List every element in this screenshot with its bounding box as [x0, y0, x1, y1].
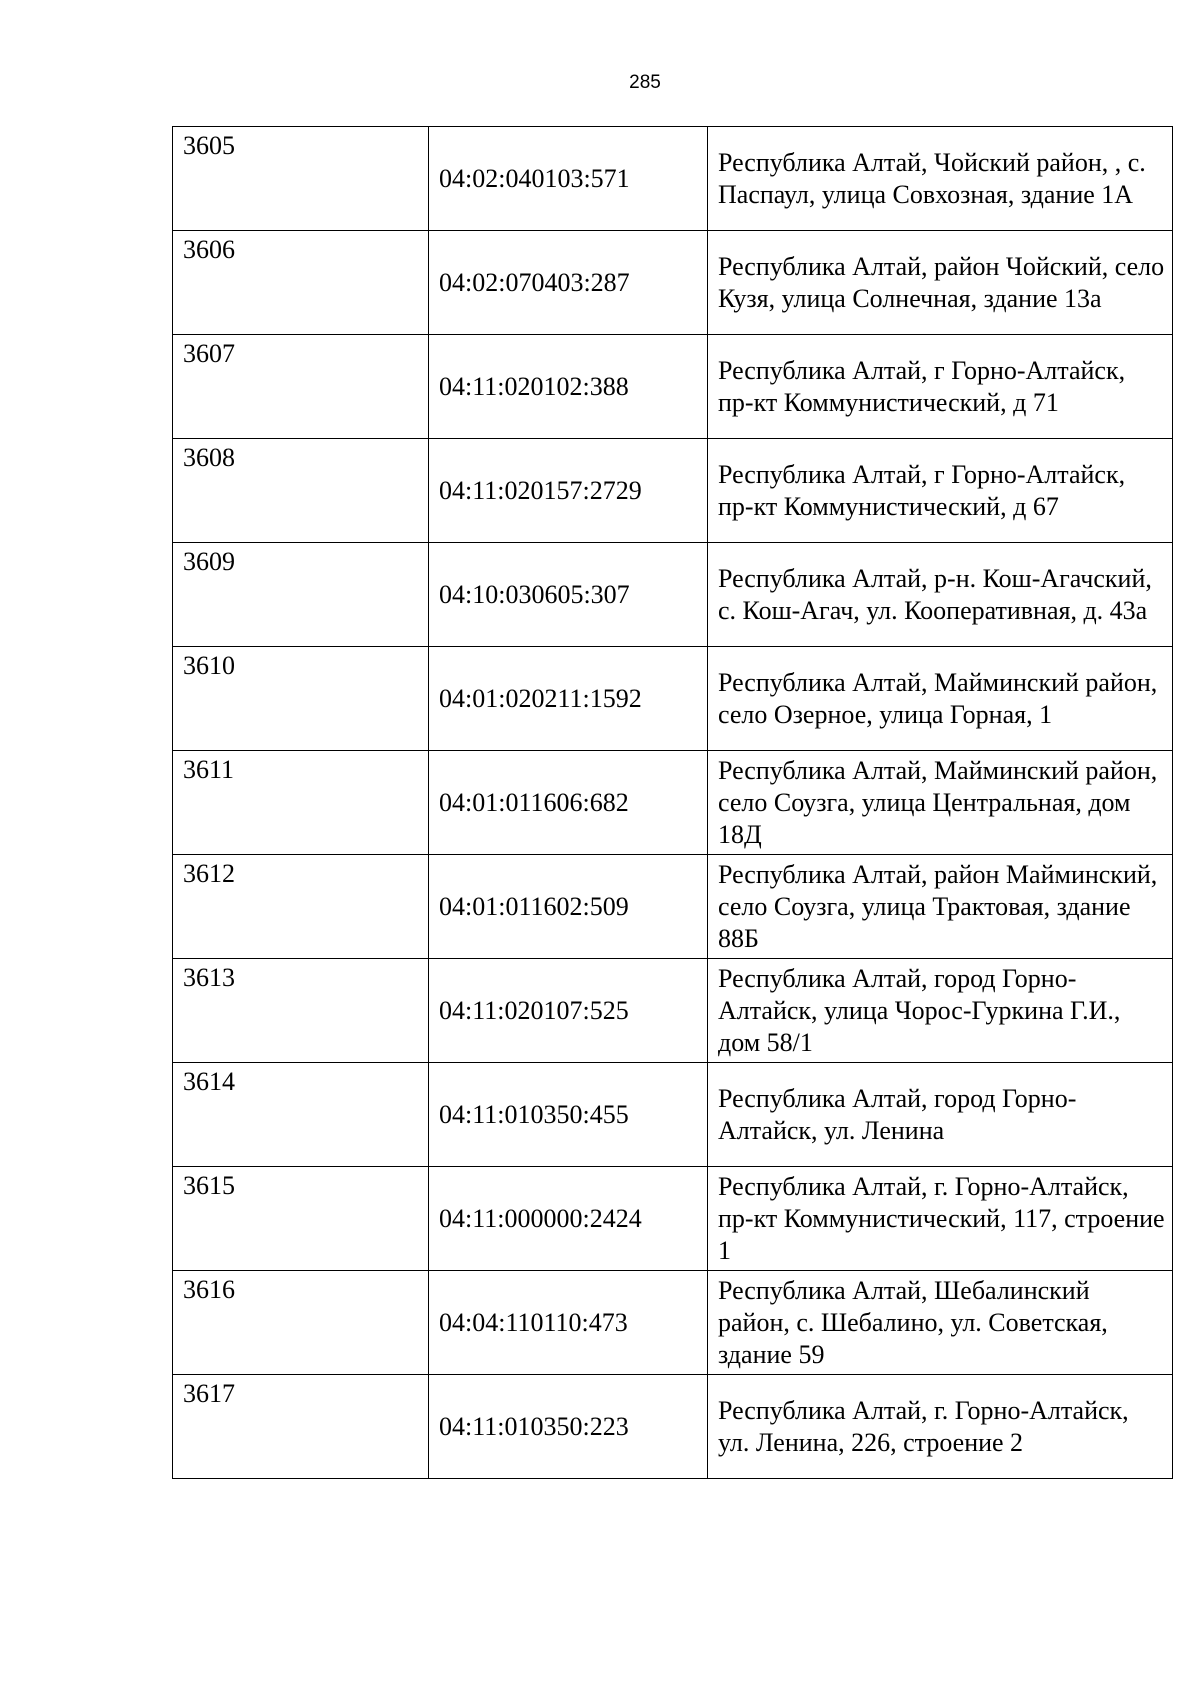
row-number-cell: 3616: [173, 1271, 429, 1375]
row-number-cell: 3615: [173, 1167, 429, 1271]
address-cell: Республика Алтай, Майминский район, село Озерное, улица Горная, 1: [708, 647, 1173, 751]
address-cell: Республика Алтай, город Горно-Алтайск, ул. Ленина: [708, 1063, 1173, 1167]
cadastral-number-cell: 04:11:000000:2424: [429, 1167, 708, 1271]
table-row: [173, 1063, 1173, 1167]
cadastral-number-cell: 04:11:020157:2729: [429, 439, 708, 543]
table-row: [173, 855, 1173, 959]
table-row: [173, 1375, 1173, 1479]
cadastral-number-cell: 04:01:020211:1592: [429, 647, 708, 751]
row-number-cell: 3605: [173, 127, 429, 231]
cadastral-number-cell: 04:11:010350:223: [429, 1375, 708, 1479]
registry-table-body: [173, 127, 1173, 1479]
address-cell: Республика Алтай, г. Горно-Алтайск, пр-кт Коммунистический, 117, строение 1: [708, 1167, 1173, 1271]
cadastral-number-cell: 04:11:010350:455: [429, 1063, 708, 1167]
row-number-cell: 3611: [173, 751, 429, 855]
row-number-cell: 3610: [173, 647, 429, 751]
table-row: [173, 335, 1173, 439]
cadastral-number-cell: 04:10:030605:307: [429, 543, 708, 647]
address-cell: Республика Алтай, Чойский район, , с. Паспаул, улица Совхозная, здание 1А: [708, 127, 1173, 231]
cadastral-number-cell: 04:11:020107:525: [429, 959, 708, 1063]
row-number-cell: 3617: [173, 1375, 429, 1479]
row-number-cell: 3606: [173, 231, 429, 335]
cadastral-number-cell: 04:04:110110:473: [429, 1271, 708, 1375]
address-cell: Республика Алтай, Майминский район, село Соузга, улица Центральная, дом 18Д: [708, 751, 1173, 855]
table-row: [173, 959, 1173, 1063]
row-number-cell: 3607: [173, 335, 429, 439]
property-registry-table: [172, 126, 1173, 1479]
cadastral-number-cell: 04:01:011602:509: [429, 855, 708, 959]
address-cell: Республика Алтай, район Майминский, село Соузга, улица Трактовая, здание 88Б: [708, 855, 1173, 959]
cadastral-number-cell: 04:02:070403:287: [429, 231, 708, 335]
table-row: [173, 1271, 1173, 1375]
table-row: [173, 543, 1173, 647]
cadastral-number-cell: 04:02:040103:571: [429, 127, 708, 231]
address-cell: Республика Алтай, г Горно-Алтайск, пр-кт Коммунистический, д 67: [708, 439, 1173, 543]
row-number-cell: 3613: [173, 959, 429, 1063]
table-row: [173, 127, 1173, 231]
cadastral-number-cell: 04:11:020102:388: [429, 335, 708, 439]
row-number-cell: 3614: [173, 1063, 429, 1167]
page-number: 285: [629, 72, 661, 93]
table-row: [173, 1167, 1173, 1271]
address-cell: Республика Алтай, г Горно-Алтайск, пр-кт Коммунистический, д 71: [708, 335, 1173, 439]
row-number-cell: 3612: [173, 855, 429, 959]
table-row: [173, 647, 1173, 751]
address-cell: Республика Алтай, город Горно-Алтайск, улица Чорос-Гуркина Г.И., дом 58/1: [708, 959, 1173, 1063]
table-row: [173, 751, 1173, 855]
address-cell: Республика Алтай, Шебалинский район, с. Шебалино, ул. Советская, здание 59: [708, 1271, 1173, 1375]
table-row: [173, 439, 1173, 543]
address-cell: Республика Алтай, г. Горно-Алтайск, ул. Ленина, 226, строение 2: [708, 1375, 1173, 1479]
address-cell: Республика Алтай, р-н. Кош-Агачский, с. Кош-Агач, ул. Кооперативная, д. 43а: [708, 543, 1173, 647]
address-cell: Республика Алтай, район Чойский, село Кузя, улица Солнечная, здание 13а: [708, 231, 1173, 335]
row-number-cell: 3608: [173, 439, 429, 543]
cadastral-number-cell: 04:01:011606:682: [429, 751, 708, 855]
table-row: [173, 231, 1173, 335]
row-number-cell: 3609: [173, 543, 429, 647]
